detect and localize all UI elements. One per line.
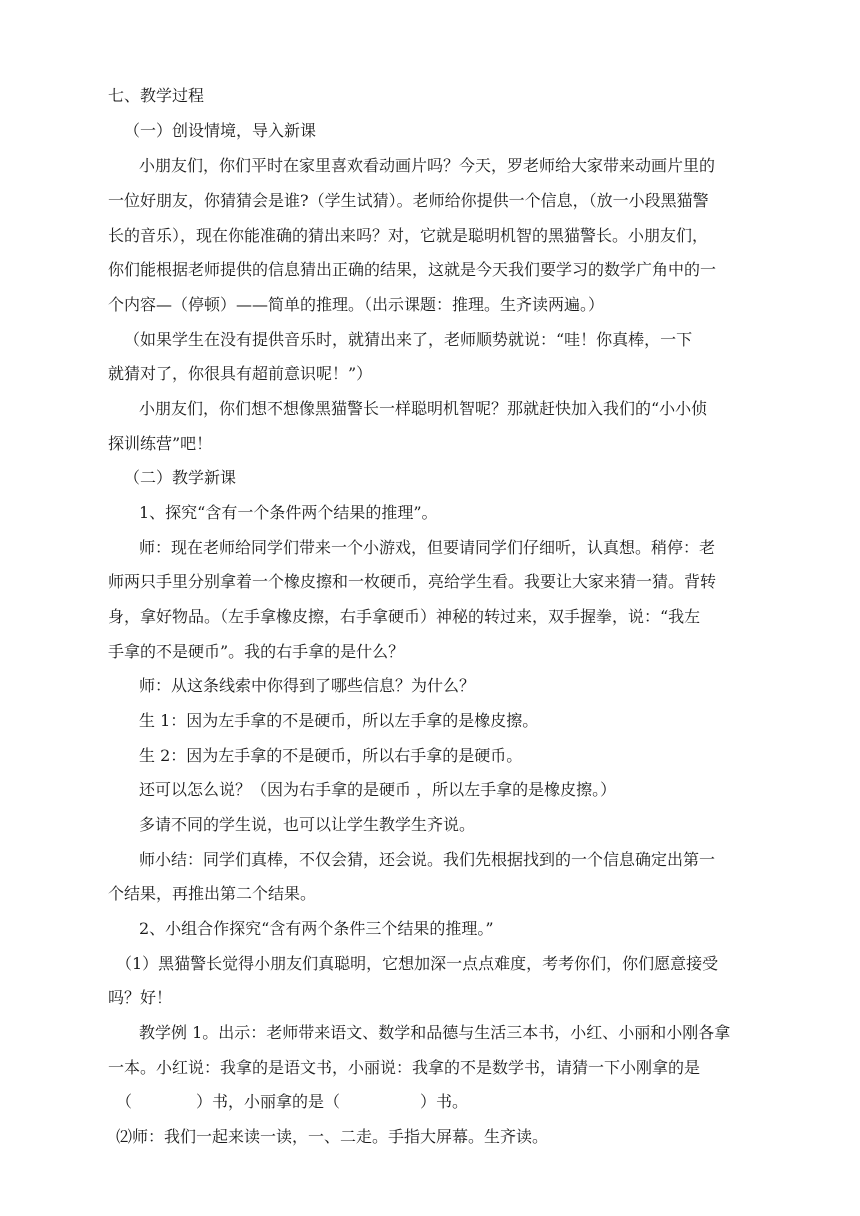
paragraph-line: 教学例 1。出示：老师带来语文、数学和品德与生活三本书，小红、小丽和小刚各拿 (139, 1023, 731, 1042)
paragraph-line: 小朋友们，你们想不想像黑猫警长一样聪明机智呢？那就赶快加入我们的“小小侦 (139, 399, 708, 418)
paragraph-line: 个内容—（停顿）——简单的推理。（出示课题：推理。生齐读两遍。） (108, 295, 605, 314)
item-heading: 1、探究“含有一个条件两个结果的推理”。 (139, 503, 438, 522)
paragraph-line: （ ）书，小丽拿的是（ ）书。 (116, 1092, 469, 1111)
section-heading: 七、教学过程 (108, 86, 205, 105)
paragraph-line: 师两只手里分别拿着一个橡皮擦和一枚硬币，亮给学生看。我要让大家来猜一猜。背转 (108, 572, 717, 591)
subheading-intro: （一）创设情境，导入新课 (124, 121, 317, 140)
paragraph-line: 身，拿好物品。（左手拿橡皮擦，右手拿硬币）神秘的转过来，双手握拳，说：“我左 (108, 607, 701, 626)
paragraph-line: 吗？好！ (108, 988, 173, 1007)
paragraph-line: 小朋友们，你们平时在家里喜欢看动画片吗？今天，罗老师给大家带来动画片里的 (139, 156, 716, 175)
paragraph-line: 就猜对了，你很具有超前意识呢！”） (108, 364, 373, 383)
subheading-new-lesson: （二）教学新课 (124, 468, 237, 487)
paragraph-line: 师：现在老师给同学们带来一个小游戏，但要请同学们仔细听，认真想。稍停：老 (139, 538, 716, 557)
paragraph-line: （如果学生在没有提供音乐时，就猜出来了，老师顺势就说：“哇！你真棒，一下 (124, 330, 693, 349)
paragraph-line: 一位好朋友，你猜猜会是谁?（学生试猜）。老师给你提供一个信息，（放一小段黑猫警 (108, 191, 709, 210)
paragraph-line: ⑵师：我们一起来读一读，一、二走。手指大屏幕。生齐读。 (116, 1127, 549, 1146)
paragraph-line: 探训练营”吧！ (108, 434, 213, 453)
paragraph-line: （1）黑猫警长觉得小朋友们真聪明，它想加深一点点难度，考考你们，你们愿意接受 (116, 954, 719, 973)
paragraph-line: 师：从这条线索中你得到了哪些信息？为什么？ (139, 676, 476, 695)
paragraph-line: 还可以怎么说？（因为右手拿的是硬币 ，所以左手拿的是橡皮擦。） (139, 780, 617, 799)
paragraph-line: 生 2：因为左手拿的不是硬币，所以右手拿的是硬币。 (139, 746, 523, 765)
paragraph-line: 一本。小红说：我拿的是语文书，小丽说：我拿的不是数学书，请猜一下小刚拿的是 (108, 1058, 701, 1077)
item-heading: 2、小组合作探究“含有两个条件三个结果的推理。” (139, 919, 494, 938)
paragraph-line: 个结果，再推出第二个结果。 (108, 884, 317, 903)
paragraph-line: 长的音乐），现在你能准确的猜出来吗？对，它就是聪明机智的黑猫警长。小朋友们， (108, 226, 709, 245)
paragraph-line: 手拿的不是硬币”。我的右手拿的是什么？ (108, 642, 405, 661)
paragraph-line: 多请不同的学生说，也可以让学生教学生齐说。 (139, 815, 476, 834)
paragraph-line: 生 1：因为左手拿的不是硬币，所以左手拿的是橡皮擦。 (139, 711, 539, 730)
paragraph-line: 你们能根据老师提供的信息猜出正确的结果，这就是今天我们要学习的数学广角中的一 (108, 260, 717, 279)
paragraph-line: 师小结：同学们真棒，不仅会猜，还会说。我们先根据找到的一个信息确定出第一 (139, 850, 716, 869)
